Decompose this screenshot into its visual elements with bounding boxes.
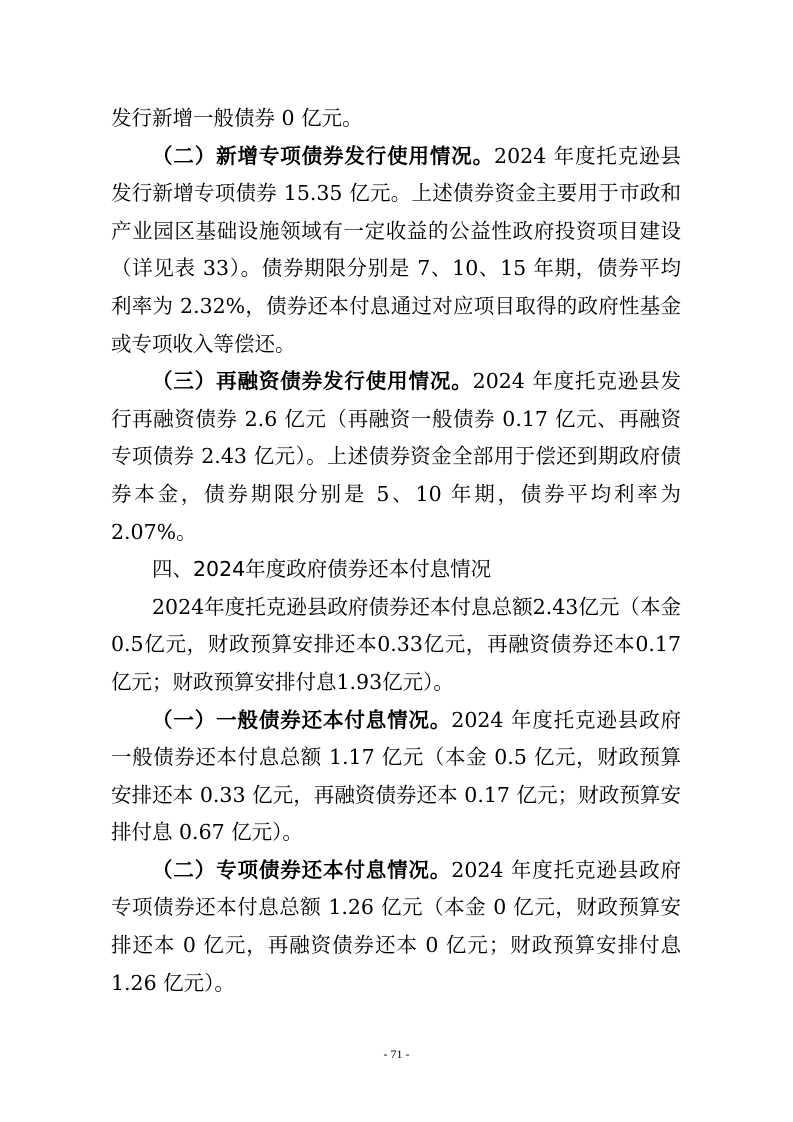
document-body bbox=[111, 100, 681, 1002]
paragraph-text: 2024 年度托克逊县发行再融资债券 2.6 亿元（再融资一般债券 0.17 亿元、再融资专项债券 2.43 亿元）。上述债券资金全部用于偿还到期政府债券本金，债券期限分别是 5、10 年期，债券平均利率为 2.07%。 bbox=[111, 369, 682, 544]
paragraph-text: 2024 年度托克逊县政府专项债券还本付息总额 1.26 亿元（本金 0 亿元，财政预算安排还本 0 亿元，再融资债券还本 0 亿元；财政预算安排付息 1.26 亿元）。 bbox=[111, 857, 682, 995]
section-heading-repayment bbox=[111, 551, 681, 589]
paragraph-text: 2024 年度托克逊县发行新增专项债券 15.35 亿元。上述债券资金主要用于市政和产业园区基础设施领域有一定收益的公益性政府投资项目建设（详见表 33）。债券期限分别是 7、10、15 年期，债券平均利率为 2.32%，债券还本付息通过对应项目取得的政府性基金或专项收入等偿还。 bbox=[111, 143, 682, 356]
section-heading-text: 四、2024年度政府债券还本付息情况 bbox=[152, 557, 492, 582]
paragraph-text: 2024年度托克逊县政府债券还本付息总额2.43亿元（本金0.5亿元，财政预算安排还本0.33亿元，再融资债券还本0.17亿元；财政预算安排付息1.93亿元）。 bbox=[111, 594, 681, 694]
paragraph-heading: （二）新增专项债券发行使用情况。 bbox=[152, 143, 495, 168]
paragraph-general-bond-repayment bbox=[111, 702, 681, 852]
paragraph-text: 2024 年度托克逊县政府一般债券还本付息总额 1.17 亿元（本金 0.5 亿元，财政预算安排还本 0.33 亿元，再融资债券还本 0.17 亿元；财政预算安排付息 0.67 亿元）。 bbox=[111, 707, 682, 845]
paragraph-repayment-total bbox=[111, 589, 681, 702]
paragraph-refinancing-bonds bbox=[111, 363, 681, 551]
paragraph-heading: （三）再融资债券发行使用情况。 bbox=[152, 369, 473, 394]
paragraph-continuation bbox=[111, 100, 681, 138]
paragraph-heading: （一）一般债券还本付息情况。 bbox=[152, 707, 452, 732]
paragraph-heading: （二）专项债券还本付息情况。 bbox=[152, 857, 452, 882]
paragraph-new-special-bonds bbox=[111, 138, 681, 364]
paragraph-special-bond-repayment bbox=[111, 852, 681, 1002]
paragraph-text: 发行新增一般债券 0 亿元。 bbox=[111, 106, 363, 130]
page-number: - 71 - bbox=[383, 1047, 410, 1061]
